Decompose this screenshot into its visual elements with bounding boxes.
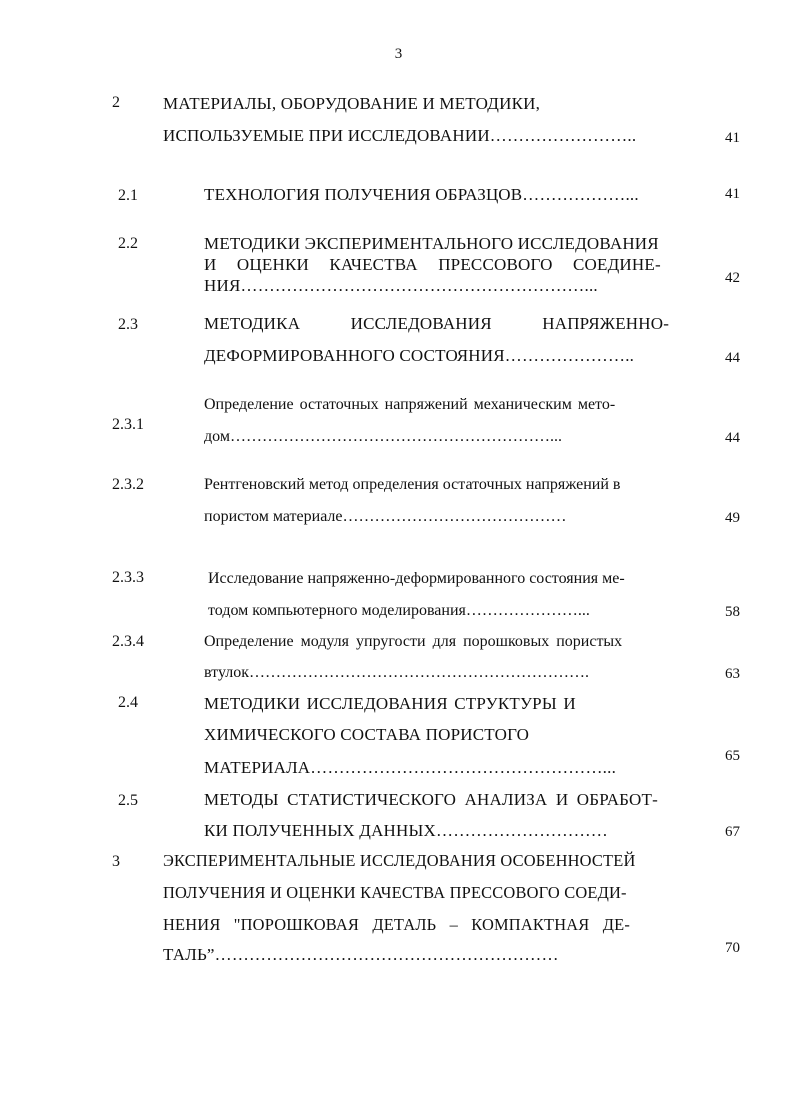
toc-page: 49 <box>725 510 740 526</box>
toc-title-line: ИСПОЛЬЗУЕМЫЕ ПРИ ИССЛЕДОВАНИИ…………………….. <box>163 126 637 145</box>
toc-title-line: тодом компьютерного моделирования…………………... <box>208 602 590 619</box>
toc-title-line: МЕТОДИКИ ЭКСПЕРИМЕНТАЛЬНОГО ИССЛЕДОВАНИЯ <box>204 234 659 253</box>
toc-title-line: ПОЛУЧЕНИЯ И ОЦЕНКИ КАЧЕСТВА ПРЕССОВОГО СОЕДИ- <box>163 883 627 902</box>
toc-page: 65 <box>725 748 740 764</box>
toc-page: 70 <box>725 940 740 956</box>
toc-page: 42 <box>725 270 740 286</box>
toc-page: 67 <box>725 824 740 840</box>
toc-title-line: втулок………………………………………………………. <box>204 664 589 681</box>
toc-title-line: МЕТОДИКИ ИССЛЕДОВАНИЯ СТРУКТУРЫ И <box>204 694 576 713</box>
toc-title-line: ЭКСПЕРИМЕНТАЛЬНЫЕ ИССЛЕДОВАНИЯ ОСОБЕННОСТЕЙ <box>163 851 636 870</box>
toc-page: 41 <box>725 186 740 202</box>
toc-number: 2.2 <box>118 235 138 252</box>
toc-number: 3 <box>112 853 120 870</box>
toc-page: 58 <box>725 604 740 620</box>
toc-page: 44 <box>725 350 740 366</box>
toc-number: 2.3 <box>118 316 138 333</box>
toc-title-line: МАТЕРИАЛА……………………………………………... <box>204 758 617 777</box>
toc-title-line: НИЯ……………………………………………………... <box>204 276 598 295</box>
toc-number: 2.1 <box>118 187 138 204</box>
toc-number: 2.3.3 <box>112 569 144 586</box>
toc-title-line: ТЕХНОЛОГИЯ ПОЛУЧЕНИЯ ОБРАЗЦОВ………………... <box>204 185 639 204</box>
toc-number: 2.3.1 <box>112 416 144 433</box>
toc-title-line: ТАЛЬ”…………………………………………………… <box>163 945 559 964</box>
toc-page: 41 <box>725 130 740 146</box>
toc-page: 44 <box>725 430 740 446</box>
toc-title-line: Определение модуля упругости для порошковых пористых <box>204 633 623 650</box>
toc-title-line: МАТЕРИАЛЫ, ОБОРУДОВАНИЕ И МЕТОДИКИ, <box>163 94 541 113</box>
page-number: 3 <box>394 46 403 62</box>
toc-title-line: МЕТОДИКА ИССЛЕДОВАНИЯ НАПРЯЖЕННО- <box>204 314 670 333</box>
toc-number: 2.3.4 <box>112 633 144 650</box>
toc-number: 2 <box>112 94 120 111</box>
toc-page: 63 <box>725 666 740 682</box>
toc-title-line: дом……………………………………………………... <box>204 428 562 445</box>
toc-number: 2.5 <box>118 792 138 809</box>
toc-title-line: КИ ПОЛУЧЕННЫХ ДАННЫХ………………………… <box>204 821 609 840</box>
toc-title-line: ДЕФОРМИРОВАННОГО СОСТОЯНИЯ………………….. <box>204 346 635 365</box>
toc-title-line: Исследование напряженно-деформированного состояния ме- <box>208 570 625 587</box>
toc-title-line: НЕНИЯ "ПОРОШКОВАЯ ДЕТАЛЬ – КОМПАКТНАЯ ДЕ- <box>163 915 630 934</box>
toc-title-line: Рентгеновский метод определения остаточных напряжений в <box>204 476 621 493</box>
toc-number: 2.3.2 <box>112 476 144 493</box>
toc-title-line: И ОЦЕНКИ КАЧЕСТВА ПРЕССОВОГО СОЕДИНЕ- <box>204 255 661 274</box>
toc-title-line: ХИМИЧЕСКОГО СОСТАВА ПОРИСТОГО <box>204 725 530 744</box>
toc-title-line: пористом материале…………………………………… <box>204 508 567 525</box>
toc-title-line: МЕТОДЫ СТАТИСТИЧЕСКОГО АНАЛИЗА И ОБРАБОТ- <box>204 790 658 809</box>
toc-number: 2.4 <box>118 694 138 711</box>
toc-title-line: Определение остаточных напряжений механическим мето- <box>204 396 616 413</box>
